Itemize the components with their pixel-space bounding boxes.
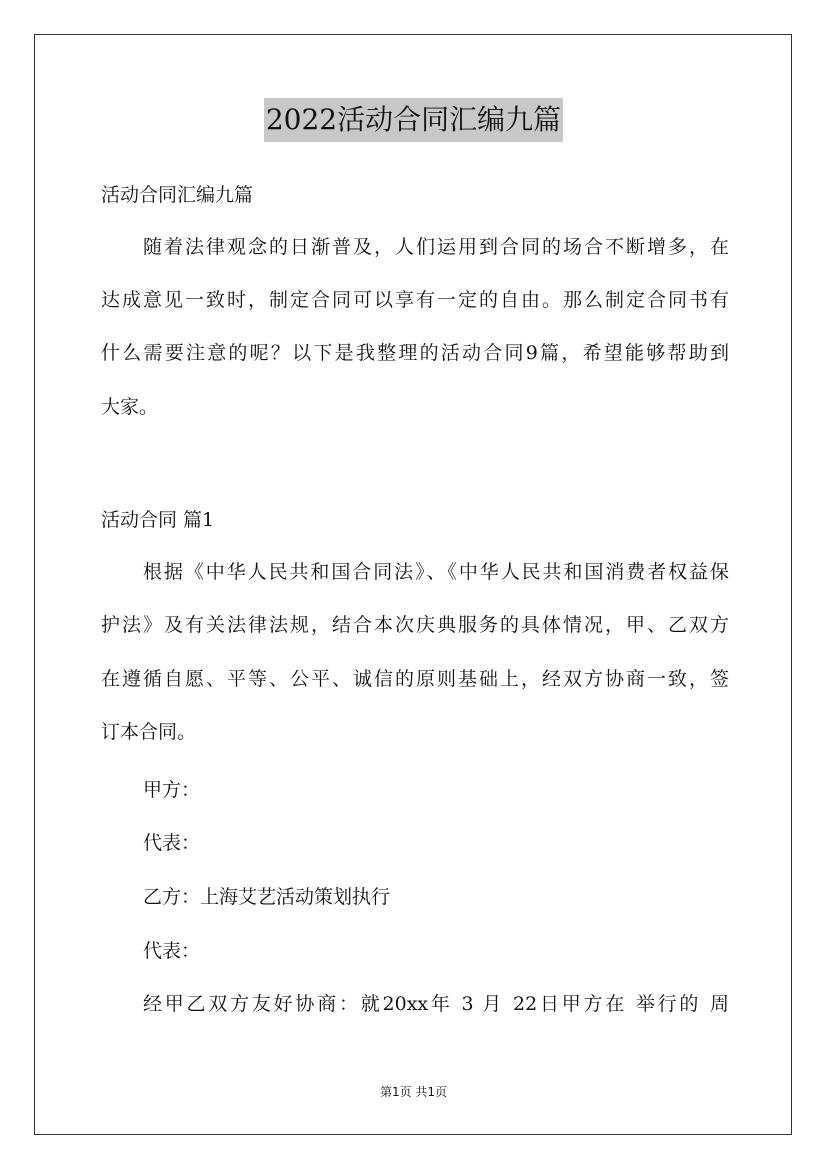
intro-line-1: 随着法律观念的日渐普及，人们运用到合同的场合不断增多，在 — [143, 236, 729, 258]
title-container — [0, 98, 827, 142]
party-b-representative: 代表： — [143, 940, 201, 962]
basis-line-1: 根据《中华人民共和国合同法》、《中华人民共和国消费者权益保 — [143, 561, 729, 583]
basis-line-4: 订本合同。 — [101, 721, 197, 743]
page-footer: 第1页 共1页 — [379, 1085, 448, 1099]
basis-line-3: 在遵循自愿、平等、公平、诚信的原则基础上，经双方协商一致，签 — [101, 668, 729, 690]
party-b-label: 乙方：上海艾艺活动策划执行 — [143, 886, 391, 908]
party-a-label: 甲方： — [143, 779, 201, 801]
section-heading: 活动合同 篇1 — [101, 509, 215, 531]
intro-line-3: 什么需要注意的呢？以下是我整理的活动合同9篇，希望能够帮助到 — [101, 342, 729, 364]
negotiation-line: 经甲乙双方友好协商：就20xx年 3 月 22日甲方在 举行的 周 — [143, 993, 729, 1015]
document-subtitle: 活动合同汇编九篇 — [101, 184, 254, 206]
party-a-representative: 代表： — [143, 832, 201, 854]
document-title: 2022活动合同汇编九篇 — [264, 98, 563, 142]
intro-line-2: 达成意见一致时，制定合同可以享有一定的自由。那么制定合同书有 — [101, 289, 729, 311]
intro-line-4: 大家。 — [101, 396, 159, 418]
basis-line-2: 护法》及有关法律法规，结合本次庆典服务的具体情况，甲、乙双方 — [101, 614, 729, 636]
